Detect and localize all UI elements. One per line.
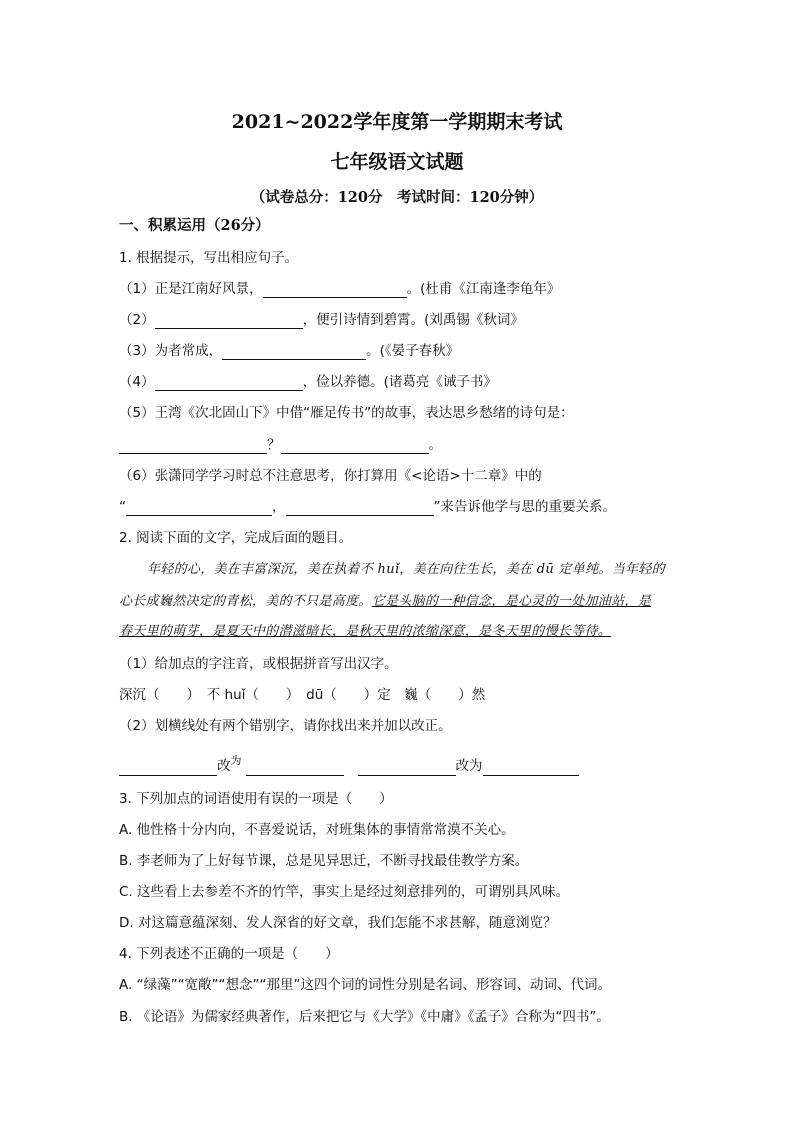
open-quote: “	[119, 499, 126, 515]
q1-item-6-answer	[119, 498, 616, 516]
q4-stem: 4. 下列表述不正确的一项是（ ）	[119, 946, 339, 962]
passage-line-3: 春天里的萌芽，是夏天中的潜滋暗长，是秋天里的浓缩深意，是冬天里的慢长等待。	[119, 624, 612, 639]
q1-item-2	[119, 311, 524, 329]
answer-blank[interactable]	[358, 760, 456, 776]
exam-subtitle: 七年级语文试题	[330, 151, 464, 173]
q2-stem: 2. 阅读下面的文字，完成后面的题目。	[119, 530, 353, 546]
answer-blank[interactable]	[263, 282, 407, 298]
q1-item-2-prefix: （2）	[119, 312, 155, 328]
section-heading: 一、积累运用（26分）	[119, 217, 270, 234]
answer-blank[interactable]	[155, 313, 303, 329]
answer-blank[interactable]	[155, 375, 303, 391]
comma-mark: ，	[272, 499, 286, 515]
answer-blank[interactable]	[222, 344, 366, 360]
passage-line-2-plain: 心长成巍然决定的青松，美的不只是高度。	[119, 594, 372, 609]
q1-item-3-prefix: （3）为者常成，	[119, 343, 223, 359]
question-mark: ？	[267, 437, 281, 453]
q1-item-3-suffix: 。(《晏子春秋》	[366, 343, 460, 359]
answer-blank[interactable]	[281, 438, 429, 454]
exam-title: 2021~2022学年度第一学期期末考试	[231, 111, 563, 133]
q2-correction-line	[119, 754, 579, 776]
q3-option-d[interactable]: D. 对这篇意蕴深刻、发人深省的好文章，我们怎能不求甚解，随意浏览？	[119, 915, 557, 931]
q2-sub-2: （2）划横线处有两个错别字，请你找出来并加以改正。	[119, 718, 452, 734]
answer-blank[interactable]	[119, 438, 267, 454]
answer-blank[interactable]	[126, 500, 272, 516]
q1-item-5: （5）王湾《次北固山下》中借“雁足传书”的故事，表达思乡愁绪的诗句是：	[119, 405, 574, 421]
q1-item-6: （6）张潇同学学习时总不注意思考，你打算用《<论语>十二章》中的	[119, 468, 542, 484]
q3-option-a[interactable]: A. 他性格十分内向，不喜爱说话，对班集体的事情常常漠不关心。	[119, 822, 515, 838]
exam-info: （试卷总分：120分 考试时间：120分钟）	[250, 189, 544, 206]
q1-stem: 1. 根据提示，写出相应句子。	[119, 250, 299, 266]
period-mark: 。	[428, 437, 442, 453]
q1-item-4-prefix: （4）	[119, 374, 155, 390]
q1-item-4-suffix: ，俭以养德。(诸葛亮《诫子书》	[302, 374, 497, 390]
passage-line-1: 年轻的心，美在丰富深沉，美在执着不 huǐ，美在向往生长，美在 dū 定单纯。当年轻的	[147, 562, 665, 577]
gai-label: 改	[217, 758, 231, 774]
q4-option-a[interactable]: A. “绿藻”“宽敞”“想念”“那里”这四个词的词性分别是名词、形容词、动词、代词。	[119, 977, 612, 993]
passage-underlined-1: 它是头脑的一种信念，是心灵的一处加油站，是	[371, 594, 652, 609]
answer-blank[interactable]	[246, 760, 344, 776]
q1-item-6-suffix: ”来告诉他学与思的重要关系。	[433, 499, 616, 515]
q1-item-2-suffix: ，便引诗情到碧霄。(刘禹锡《秋词》	[302, 312, 524, 328]
q1-item-3	[119, 342, 459, 360]
answer-blank[interactable]	[286, 500, 434, 516]
passage-line-2	[119, 593, 651, 611]
q2-sub-1: （1）给加点的字注音，或根据拼音写出汉字。	[119, 656, 398, 672]
q1-item-4	[119, 373, 497, 391]
q1-item-1	[119, 280, 560, 298]
q1-item-5-answer	[119, 436, 442, 454]
gai-wei-label: 改为	[455, 758, 483, 774]
q1-item-1-prefix: （1）正是江南好风景，	[119, 281, 263, 297]
q3-stem: 3. 下列加点的词语使用有误的一项是（ ）	[119, 791, 393, 807]
q3-option-b[interactable]: B. 李老师为了上好每节课，总是见异思迁，不断寻找最佳教学方案。	[119, 853, 529, 869]
q4-option-b[interactable]: B. 《论语》为儒家经典著作，后来把它与《大学》《中庸》《孟子》合称为“四书”。	[119, 1009, 610, 1025]
q3-option-c[interactable]: C. 这些看上去参差不齐的竹竿，事实上是经过刻意排列的，可谓别具风味。	[119, 884, 570, 900]
answer-blank[interactable]	[119, 760, 217, 776]
answer-blank[interactable]	[483, 760, 579, 776]
q1-item-1-suffix: 。(杜甫《江南逢李龟年》	[406, 281, 561, 297]
wei-label: 为	[230, 754, 242, 767]
q2-pinyin-line: 深沉（ ） 不 huǐ（ ） dū（ ）定 巍（ ）然	[119, 687, 486, 703]
